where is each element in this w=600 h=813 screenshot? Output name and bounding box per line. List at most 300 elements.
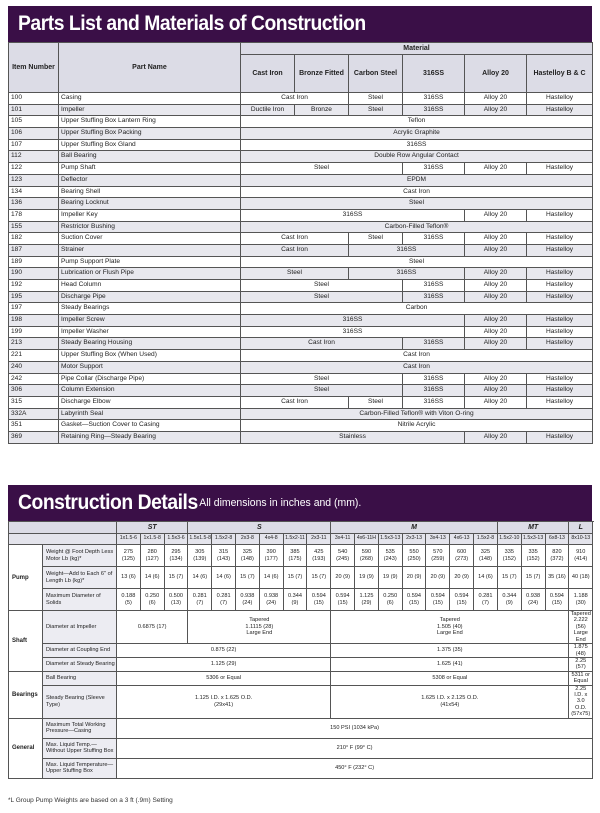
add-weight-value: 15 (7) bbox=[521, 567, 545, 589]
part-name: Bearing Shell bbox=[59, 186, 241, 198]
corner-cell bbox=[9, 522, 117, 534]
table-row bbox=[9, 209, 593, 221]
section-label: Pump bbox=[9, 545, 43, 611]
material-cell: Hastelloy bbox=[527, 373, 593, 385]
material-cell: Steel bbox=[241, 373, 403, 385]
material-cell: Alloy 20 bbox=[465, 233, 527, 245]
solids-value: 0.938 (24) bbox=[235, 589, 259, 611]
part-name: Upper Stuffing Box (When Used) bbox=[59, 350, 241, 362]
material-cell: Hastelloy bbox=[527, 396, 593, 408]
weight-value: 535 (243) bbox=[378, 545, 402, 567]
material-cell: Alloy 20 bbox=[465, 373, 527, 385]
item-number-header: Item Number bbox=[9, 43, 59, 93]
item-number: 107 bbox=[9, 139, 59, 151]
item-number: 198 bbox=[9, 315, 59, 327]
table-row bbox=[9, 431, 593, 443]
table-row bbox=[9, 198, 593, 210]
size-header: 2x3-8 bbox=[235, 534, 259, 545]
table-row bbox=[9, 718, 593, 738]
add-weight-value: 15 (7) bbox=[283, 567, 307, 589]
row-label: Maximum Total Working Pressure—Casing bbox=[43, 718, 117, 738]
size-header: 3x4-13 bbox=[426, 534, 450, 545]
weight-value: 425 (193) bbox=[307, 545, 331, 567]
table-row bbox=[9, 685, 593, 718]
table-row bbox=[9, 408, 593, 420]
item-number: 213 bbox=[9, 338, 59, 350]
table-row bbox=[9, 361, 593, 373]
add-weight-value: 15 (7) bbox=[235, 567, 259, 589]
table-row bbox=[9, 244, 593, 256]
part-name: Column Extension bbox=[59, 385, 241, 397]
add-weight-value: 14 (6) bbox=[259, 567, 283, 589]
material-cell: 316SS bbox=[403, 385, 465, 397]
table-row bbox=[9, 738, 593, 758]
part-name: Pump Support Plate bbox=[59, 256, 241, 268]
material-cell: Steel bbox=[241, 385, 403, 397]
table-row bbox=[9, 151, 593, 163]
add-weight-value: 13 (6) bbox=[117, 567, 141, 589]
row-label: Weight—Add to Each 6" of Length Lb (kg)* bbox=[43, 567, 117, 589]
item-number: 351 bbox=[9, 420, 59, 432]
add-weight-value: 14 (6) bbox=[140, 567, 164, 589]
item-number: 100 bbox=[9, 93, 59, 105]
material-cell: Alloy 20 bbox=[465, 163, 527, 175]
impeller-dia: Tapered 2.222 (56) Large End bbox=[570, 611, 591, 643]
material-cell: Hastelloy bbox=[527, 244, 593, 256]
add-weight-value: 20 (9) bbox=[402, 567, 426, 589]
weight-value: 820 (372) bbox=[545, 545, 569, 567]
material-cell: Alloy 20 bbox=[465, 385, 527, 397]
add-weight-value: 15 (7) bbox=[307, 567, 331, 589]
row-label: Max. Liquid Temperature— Upper Stuffing Box bbox=[43, 758, 117, 778]
material-cell: Alloy 20 bbox=[465, 268, 527, 280]
part-name: Pump Shaft bbox=[59, 163, 241, 175]
solids-value: 0.281 (7) bbox=[188, 589, 212, 611]
material-cell: 316SS bbox=[241, 139, 593, 151]
material-column-header: Hastelloy B & C bbox=[527, 55, 593, 93]
group-header: L bbox=[569, 522, 593, 534]
material-cell: Hastelloy bbox=[527, 163, 593, 175]
weight-value: 390 (177) bbox=[259, 545, 283, 567]
row-label: Maximum Diameter of Solids bbox=[43, 589, 117, 611]
item-number: 221 bbox=[9, 350, 59, 362]
material-cell: Alloy 20 bbox=[465, 338, 527, 350]
solids-value: 0.938 (24) bbox=[521, 589, 545, 611]
part-name: Restrictor Bushing bbox=[59, 221, 241, 233]
material-cell: Hastelloy bbox=[527, 385, 593, 397]
material-cell: Alloy 20 bbox=[465, 104, 527, 116]
item-number: 136 bbox=[9, 198, 59, 210]
material-cell: Hastelloy bbox=[527, 291, 593, 303]
material-cell: Steel bbox=[241, 198, 593, 210]
table-row bbox=[9, 315, 593, 327]
material-cell: Steel bbox=[349, 396, 403, 408]
table-row bbox=[9, 326, 593, 338]
item-number: 134 bbox=[9, 186, 59, 198]
material-cell: Carbon-Filled Teflon® bbox=[241, 221, 593, 233]
temp-value: 450° F (232° C) bbox=[117, 758, 593, 778]
part-name: Ball Bearing bbox=[59, 151, 241, 163]
size-header: 1.5x2-8 bbox=[474, 534, 498, 545]
material-cell: Hastelloy bbox=[527, 209, 593, 221]
material-cell: 316SS bbox=[403, 233, 465, 245]
material-cell: Alloy 20 bbox=[465, 280, 527, 292]
material-cell: Steel bbox=[241, 268, 349, 280]
part-name: Motor Support bbox=[59, 361, 241, 373]
material-cell: Hastelloy bbox=[527, 268, 593, 280]
material-cell: Steel bbox=[349, 104, 403, 116]
table-row bbox=[9, 671, 593, 685]
material-cell: Hastelloy bbox=[527, 104, 593, 116]
table-row bbox=[9, 233, 593, 245]
solids-value: 0.500 (13) bbox=[164, 589, 188, 611]
material-cell: Hastelloy bbox=[527, 280, 593, 292]
item-number: 315 bbox=[9, 396, 59, 408]
material-cell: Ductile Iron bbox=[241, 104, 295, 116]
item-number: 197 bbox=[9, 303, 59, 315]
construction-title: Construction Details bbox=[18, 491, 198, 514]
steady-dia: 1.125 (29) bbox=[117, 657, 331, 671]
steady-dia: 1.625 (41) bbox=[331, 657, 569, 671]
footnote: *L Group Pump Weights are based on a 3 ft (.9m) Setting bbox=[8, 797, 173, 804]
table-row bbox=[9, 567, 593, 589]
weight-value: 325 (148) bbox=[235, 545, 259, 567]
part-name: Labyrinth Seal bbox=[59, 408, 241, 420]
part-name: Bearing Locknut bbox=[59, 198, 241, 210]
material-cell: Steel bbox=[241, 163, 403, 175]
part-name: Upper Stuffing Box Packing bbox=[59, 128, 241, 140]
weight-value: 280 (127) bbox=[140, 545, 164, 567]
table-row bbox=[9, 373, 593, 385]
item-number: 187 bbox=[9, 244, 59, 256]
material-cell: Bronze bbox=[295, 104, 349, 116]
material-cell: Steel bbox=[241, 280, 403, 292]
ball-bearing: 5311 or Equal bbox=[569, 671, 593, 685]
group-header: M bbox=[331, 522, 498, 534]
material-cell: 316SS bbox=[349, 268, 465, 280]
table-row bbox=[9, 139, 593, 151]
table-row bbox=[9, 303, 593, 315]
row-label: Max. Liquid Temp.— Without Upper Stuffing Box bbox=[43, 738, 117, 758]
part-name: Deflector bbox=[59, 174, 241, 186]
material-column-header: 316SS bbox=[403, 55, 465, 93]
table-row bbox=[9, 268, 593, 280]
part-name: Retaining Ring—Steady Bearing bbox=[59, 431, 241, 443]
material-cell: Cast Iron bbox=[241, 93, 349, 105]
item-number: 306 bbox=[9, 385, 59, 397]
weight-value: 335 (152) bbox=[497, 545, 521, 567]
material-column-header: Bronze Fitted bbox=[295, 55, 349, 93]
solids-value: 0.594 (15) bbox=[426, 589, 450, 611]
part-name: Impeller Washer bbox=[59, 326, 241, 338]
solids-value: 0.594 (15) bbox=[307, 589, 331, 611]
item-number: 105 bbox=[9, 116, 59, 128]
add-weight-value: 19 (9) bbox=[378, 567, 402, 589]
item-number: 242 bbox=[9, 373, 59, 385]
add-weight-value: 19 (9) bbox=[355, 567, 379, 589]
size-header: 4x4-8 bbox=[259, 534, 283, 545]
construction-subtitle: All dimensions in inches and (mm). bbox=[199, 497, 362, 509]
size-header: 2x3-11 bbox=[307, 534, 331, 545]
parts-banner bbox=[8, 6, 592, 42]
weight-value: 315 (143) bbox=[212, 545, 236, 567]
table-row bbox=[9, 186, 593, 198]
weight-value: 295 (134) bbox=[164, 545, 188, 567]
table-row bbox=[9, 522, 593, 534]
material-cell: Alloy 20 bbox=[465, 396, 527, 408]
material-header: Material bbox=[241, 43, 593, 55]
material-cell: Teflon bbox=[241, 116, 593, 128]
row-label: Steady Bearing (Sleeve Type) bbox=[43, 685, 117, 718]
material-cell: 316SS bbox=[403, 163, 465, 175]
material-cell: Cast Iron bbox=[241, 350, 593, 362]
material-cell: 316SS bbox=[403, 104, 465, 116]
weight-value: 540 (245) bbox=[331, 545, 355, 567]
part-name: Discharge Pipe bbox=[59, 291, 241, 303]
part-name: Lubrication or Flush Pipe bbox=[59, 268, 241, 280]
material-cell: EPDM bbox=[241, 174, 593, 186]
item-number: 178 bbox=[9, 209, 59, 221]
add-weight-value: 35 (16) bbox=[545, 567, 569, 589]
weight-value: 335 (152) bbox=[521, 545, 545, 567]
solids-value: 0.250 (6) bbox=[378, 589, 402, 611]
table-row bbox=[9, 758, 593, 778]
material-cell: 316SS bbox=[403, 291, 465, 303]
material-cell: Hastelloy bbox=[527, 326, 593, 338]
ball-bearing: 5306 or Equal bbox=[117, 671, 331, 685]
row-label: Diameter at Coupling End bbox=[43, 644, 117, 658]
material-cell: Cast Iron bbox=[241, 244, 349, 256]
table-row bbox=[9, 396, 593, 408]
weight-value: 305 (139) bbox=[188, 545, 212, 567]
item-number: 123 bbox=[9, 174, 59, 186]
table-row bbox=[9, 93, 593, 105]
corner-cell bbox=[9, 534, 117, 545]
material-cell: Steel bbox=[241, 291, 403, 303]
size-header: 1.5x2-10 bbox=[497, 534, 521, 545]
pressure-value: 150 PSI (1034 kPa) bbox=[117, 718, 593, 738]
table-row bbox=[9, 163, 593, 175]
material-cell: 316SS bbox=[403, 396, 465, 408]
add-weight-value: 14 (6) bbox=[188, 567, 212, 589]
add-weight-value: 20 (9) bbox=[426, 567, 450, 589]
table-row bbox=[9, 420, 593, 432]
weight-value: 325 (148) bbox=[474, 545, 498, 567]
weight-value: 550 (250) bbox=[402, 545, 426, 567]
item-number: 106 bbox=[9, 128, 59, 140]
table-row bbox=[9, 350, 593, 362]
material-cell: Cast Iron bbox=[241, 186, 593, 198]
parts-title: Parts List and Materials of Construction bbox=[18, 12, 366, 35]
row-label: Diameter at Impeller bbox=[43, 611, 117, 644]
parts-table bbox=[8, 42, 593, 444]
table-row bbox=[9, 611, 593, 644]
material-cell: Alloy 20 bbox=[465, 291, 527, 303]
item-number: 192 bbox=[9, 280, 59, 292]
section-label: General bbox=[9, 718, 43, 778]
size-header: 1.5x2-11 bbox=[283, 534, 307, 545]
material-cell: Steel bbox=[349, 93, 403, 105]
table-row bbox=[9, 545, 593, 567]
material-cell: 316SS bbox=[403, 338, 465, 350]
table-row bbox=[9, 104, 593, 116]
part-name-header: Part Name bbox=[59, 43, 241, 93]
material-cell: 316SS bbox=[241, 326, 465, 338]
part-name: Steady Bearings bbox=[59, 303, 241, 315]
sleeve-bearing: 2.25 I.D. x 3.0 O.D. (57x75) bbox=[569, 685, 593, 718]
size-header: 4x6-11H bbox=[355, 534, 379, 545]
material-cell: 316SS bbox=[403, 280, 465, 292]
table-row bbox=[9, 589, 593, 611]
part-name: Suction Cover bbox=[59, 233, 241, 245]
material-cell: Hastelloy bbox=[527, 315, 593, 327]
impeller-dia: 0.6875 (17) bbox=[117, 611, 188, 644]
table-row bbox=[9, 657, 593, 671]
material-column-header: Alloy 20 bbox=[465, 55, 527, 93]
part-name: Discharge Elbow bbox=[59, 396, 241, 408]
section-label: Shaft bbox=[9, 611, 43, 672]
material-cell: 316SS bbox=[241, 209, 465, 221]
material-cell: 316SS bbox=[349, 244, 465, 256]
material-cell: Steel bbox=[241, 256, 593, 268]
size-header: 2x3-13 bbox=[402, 534, 426, 545]
row-label: Diameter at Steady Bearing bbox=[43, 657, 117, 671]
group-header: MT bbox=[497, 522, 568, 534]
row-label: Weight @ Foot Depth Less Motor Lb (kg)* bbox=[43, 545, 117, 567]
add-weight-value: 14 (6) bbox=[212, 567, 236, 589]
weight-value: 600 (273) bbox=[450, 545, 474, 567]
size-header: 4x6-13 bbox=[450, 534, 474, 545]
material-cell: Carbon bbox=[241, 303, 593, 315]
construction-table bbox=[8, 521, 593, 779]
part-name: Strainer bbox=[59, 244, 241, 256]
material-cell: Hastelloy bbox=[527, 93, 593, 105]
size-header: 1.5x1.5-8 bbox=[188, 534, 212, 545]
size-header: 8x10-13 bbox=[569, 534, 593, 545]
part-name: Upper Stuffing Box Lantern Ring bbox=[59, 116, 241, 128]
coupling-dia: 1.375 (35) bbox=[331, 644, 569, 658]
material-column-header: Carbon Steel bbox=[349, 55, 403, 93]
size-header: 1.5x3-6 bbox=[164, 534, 188, 545]
material-cell: Alloy 20 bbox=[465, 431, 527, 443]
sleeve-bearing: 1.625 I.D. x 2.125 O.D. (41x54) bbox=[331, 685, 569, 718]
material-cell: Double Row Angular Contact bbox=[241, 151, 593, 163]
add-weight-value: 20 (9) bbox=[331, 567, 355, 589]
material-cell: 316SS bbox=[403, 373, 465, 385]
size-header: 1.5x3-13 bbox=[521, 534, 545, 545]
solids-value: 0.594 (15) bbox=[450, 589, 474, 611]
part-name: Steady Bearing Housing bbox=[59, 338, 241, 350]
weight-value: 570 (259) bbox=[426, 545, 450, 567]
section-label: Bearings bbox=[9, 671, 43, 718]
impeller-dia: Tapered 1.505 (40) Large End bbox=[331, 611, 569, 644]
material-cell: Hastelloy bbox=[527, 338, 593, 350]
impeller-dia: Tapered 1.1115 (28) Large End bbox=[188, 611, 331, 644]
temp-value: 210° F (99° C) bbox=[117, 738, 593, 758]
material-cell: Stainless bbox=[241, 431, 465, 443]
size-header: 1x1.5-6 bbox=[117, 534, 141, 545]
solids-value: 0.281 (7) bbox=[212, 589, 236, 611]
table-row bbox=[9, 385, 593, 397]
row-label: Ball Bearing bbox=[43, 671, 117, 685]
material-cell: Cast Iron bbox=[241, 361, 593, 373]
weight-value: 590 (268) bbox=[355, 545, 379, 567]
solids-value: 1.188 (30) bbox=[569, 589, 593, 611]
solids-value: 0.594 (15) bbox=[545, 589, 569, 611]
size-header: 1.5x3-13 bbox=[378, 534, 402, 545]
item-number: 190 bbox=[9, 268, 59, 280]
add-weight-value: 20 (9) bbox=[450, 567, 474, 589]
solids-value: 0.188 (5) bbox=[117, 589, 141, 611]
material-cell: Alloy 20 bbox=[465, 326, 527, 338]
item-number: 369 bbox=[9, 431, 59, 443]
material-cell: 316SS bbox=[403, 93, 465, 105]
group-header: ST bbox=[117, 522, 188, 534]
size-header: 1x1.5-8 bbox=[140, 534, 164, 545]
material-cell: Alloy 20 bbox=[465, 315, 527, 327]
material-cell: Alloy 20 bbox=[465, 209, 527, 221]
part-name: Pipe Collar (Discharge Pipe) bbox=[59, 373, 241, 385]
material-cell: Hastelloy bbox=[527, 431, 593, 443]
steady-dia: 2.25 (57) bbox=[569, 657, 593, 671]
material-cell: Acrylic Graphite bbox=[241, 128, 593, 140]
item-number: 199 bbox=[9, 326, 59, 338]
table-row bbox=[9, 116, 593, 128]
solids-value: 0.938 (24) bbox=[259, 589, 283, 611]
solids-value: 1.125 (29) bbox=[355, 589, 379, 611]
table-row bbox=[9, 221, 593, 233]
construction-banner bbox=[8, 485, 592, 521]
table-row bbox=[9, 280, 593, 292]
material-cell: Alloy 20 bbox=[465, 93, 527, 105]
part-name: Head Column bbox=[59, 280, 241, 292]
solids-value: 0.344 (9) bbox=[283, 589, 307, 611]
part-name: Upper Stuffing Box Gland bbox=[59, 139, 241, 151]
table-row bbox=[9, 174, 593, 186]
material-cell: Cast Iron bbox=[241, 338, 403, 350]
material-cell: Alloy 20 bbox=[465, 244, 527, 256]
weight-value: 910 (414) bbox=[569, 545, 593, 567]
material-cell: Cast Iron bbox=[241, 396, 349, 408]
table-row bbox=[9, 338, 593, 350]
table-row bbox=[9, 644, 593, 658]
part-name: Impeller bbox=[59, 104, 241, 116]
weight-value: 275 (125) bbox=[117, 545, 141, 567]
material-cell: 316SS bbox=[241, 315, 465, 327]
size-header: 1.5x2-8 bbox=[212, 534, 236, 545]
weight-value: 385 (175) bbox=[283, 545, 307, 567]
solids-value: 0.250 (6) bbox=[140, 589, 164, 611]
material-cell: Cast Iron bbox=[241, 233, 349, 245]
add-weight-value: 15 (7) bbox=[164, 567, 188, 589]
add-weight-value: 14 (6) bbox=[474, 567, 498, 589]
sleeve-bearing: 1.125 I.D. x 1.625 O.D. (29x41) bbox=[117, 685, 331, 718]
ball-bearing: 5308 or Equal bbox=[331, 671, 569, 685]
solids-value: 0.344 (9) bbox=[497, 589, 521, 611]
item-number: 182 bbox=[9, 233, 59, 245]
material-cell: Hastelloy bbox=[527, 233, 593, 245]
item-number: 122 bbox=[9, 163, 59, 175]
material-cell: Nitrile Acrylic bbox=[241, 420, 593, 432]
size-header: 3x4-11 bbox=[331, 534, 355, 545]
part-name: Impeller Key bbox=[59, 209, 241, 221]
table-row bbox=[9, 256, 593, 268]
part-name: Gasket—Suction Cover to Casing bbox=[59, 420, 241, 432]
coupling-dia: 0.875 (22) bbox=[117, 644, 331, 658]
material-column-header: Cast Iron bbox=[241, 55, 295, 93]
part-name: Casing bbox=[59, 93, 241, 105]
solids-value: 0.281 (7) bbox=[474, 589, 498, 611]
